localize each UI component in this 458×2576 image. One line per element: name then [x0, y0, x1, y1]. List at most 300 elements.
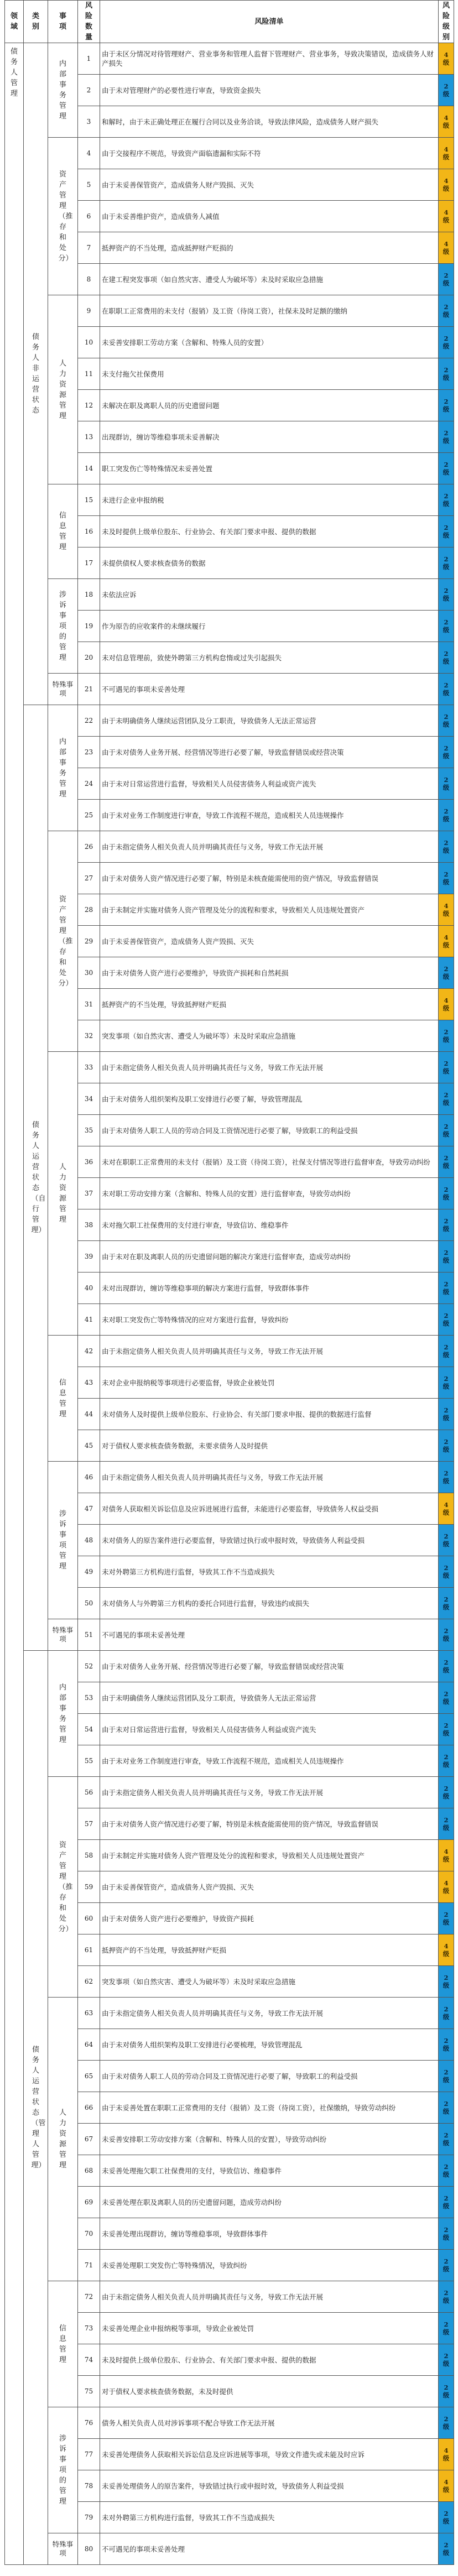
- risk-level-badge: [439, 1808, 454, 1840]
- category-cell: [24, 43, 48, 705]
- risk-level-text: 4级: [443, 2478, 450, 2494]
- risk-level-text: 2级: [443, 2131, 450, 2147]
- item-label: 信息管理: [59, 1378, 66, 1419]
- risk-level-badge: [439, 327, 454, 358]
- risk-level-badge: [439, 106, 454, 138]
- risk-level-badge: [439, 1367, 454, 1399]
- risk-number: 72: [78, 2281, 100, 2313]
- risk-level-text: 4级: [443, 901, 450, 917]
- risk-sheet: [4, 0, 454, 2565]
- risk-level-badge: [439, 2250, 454, 2281]
- risk-level-badge: [439, 2029, 454, 2061]
- risk-list-table: [4, 0, 454, 2565]
- risk-number: 55: [78, 1745, 100, 1777]
- risk-level-badge: [439, 800, 454, 831]
- risk-description: 未妥善安排职工劳动方案（含解和、特殊人员的安置）: [100, 327, 439, 358]
- risk-number: 11: [78, 358, 100, 390]
- risk-description: 由于未对债务人资产进行必要维护，导致资产损耗: [100, 1903, 439, 1934]
- risk-description: 由于未区分情况对待管理财产、营业事务和管理人监督下管理财产、营业事务，导致决策错误，造成债务人财产损失: [100, 43, 439, 75]
- table-row: [5, 1619, 454, 1651]
- risk-number: 53: [78, 1682, 100, 1714]
- risk-level-text: 2级: [443, 1910, 450, 1926]
- risk-level-badge: [439, 2470, 454, 2502]
- risk-number: 36: [78, 1146, 100, 1178]
- header-row: [5, 1, 454, 43]
- risk-description: 由于交接程序不规范，导致资产面临遗漏和实际不符: [100, 138, 439, 169]
- risk-level-text: 2级: [443, 1028, 450, 1044]
- risk-number: 40: [78, 1273, 100, 1304]
- risk-description: 由于未对债务人职工人员的劳动合同及工资情况进行必要了解，导致职工的利益受损: [100, 1115, 439, 1146]
- risk-level-text: 2级: [443, 523, 450, 539]
- risk-level-text: 2级: [443, 2036, 450, 2052]
- risk-level-badge: [439, 611, 454, 642]
- risk-number: 1: [78, 43, 100, 75]
- risk-description: 未支付拖欠社保费用: [100, 358, 439, 390]
- risk-number: 19: [78, 611, 100, 642]
- risk-number: 71: [78, 2250, 100, 2281]
- table-row: [5, 1462, 454, 1493]
- risk-level-text: 2级: [443, 1626, 450, 1642]
- risk-level-text: 2级: [443, 744, 450, 760]
- item-label: 信息管理: [59, 512, 66, 551]
- risk-number: 62: [78, 1966, 100, 1998]
- risk-description: 由于未指定债务人相关负责人员并明确其责任与义务，导致工作无法开展: [100, 1052, 439, 1083]
- risk-number: 35: [78, 1115, 100, 1146]
- risk-number: 20: [78, 642, 100, 674]
- risk-level-badge: [439, 2092, 454, 2124]
- risk-level-badge: [439, 1934, 454, 1966]
- item-cell: [48, 1336, 78, 1462]
- risk-description: 未对信息管理前，致使外聘第三方机构怠惰或过失引起损失: [100, 642, 439, 674]
- header-risk-list: 风险清单: [100, 1, 439, 43]
- item-label: 资产管理（推存和处分）: [58, 170, 73, 263]
- risk-description: 未对职工突发伤亡等特殊情况的应对方案进行监督，导致纠纷: [100, 1304, 439, 1336]
- risk-description: 由于未对债务人资产进行必要维护，导致资产损耗和自然耗损: [100, 957, 439, 989]
- risk-level-badge: [439, 831, 454, 863]
- risk-level-badge: [439, 358, 454, 390]
- risk-number: 73: [78, 2313, 100, 2344]
- risk-level-text: 4级: [443, 996, 450, 1012]
- risk-level-text: 2级: [443, 618, 450, 634]
- risk-description: 由于未对债务人资产情况进行必要了解，特别是未核查能需使用的资产情况，导致监督错误: [100, 1808, 439, 1840]
- item-cell: [48, 484, 78, 579]
- item-cell: [48, 295, 78, 484]
- item-label: 人力资源管理: [59, 2109, 66, 2170]
- risk-level-badge: [439, 768, 454, 800]
- risk-number: 21: [78, 674, 100, 705]
- risk-description: 由于未对在职及离职人员的历史遗留问题的解决方案进行监督审查，造成劳动纠纷: [100, 1241, 439, 1273]
- risk-description: 突发事项（如自然灾害、遭受人为破坏等）未及时采取应急措施: [100, 1020, 439, 1052]
- risk-level-text: 2级: [443, 1122, 450, 1138]
- risk-level-text: 2级: [443, 2162, 450, 2178]
- item-cell: [48, 1462, 78, 1619]
- risk-number: 43: [78, 1367, 100, 1399]
- risk-level-text: 2级: [443, 366, 450, 382]
- item-label: 涉诉事项的管理: [59, 590, 66, 662]
- table-row: [5, 484, 454, 516]
- table-row: [5, 295, 454, 327]
- risk-level-text: 2级: [443, 2257, 450, 2273]
- risk-number: 58: [78, 1840, 100, 1871]
- risk-table-body: [5, 43, 454, 2565]
- risk-level-text: 2级: [443, 492, 450, 508]
- risk-description: 由于未对债务人资产情况进行必要了解，特别是未核查能需使用的资产情况，导致监督错误: [100, 863, 439, 894]
- risk-level-badge: [439, 737, 454, 768]
- risk-description: 出现群访，缠访等维稳事项未妥善解决: [100, 421, 439, 453]
- risk-description: 由于未妥善保管资产，造成债务人财产毁损、灭失: [100, 169, 439, 201]
- risk-number: 8: [78, 264, 100, 295]
- risk-number: 76: [78, 2407, 100, 2439]
- risk-level-text: 4级: [443, 113, 450, 129]
- risk-level-text: 2级: [443, 1374, 450, 1390]
- risk-number: 25: [78, 800, 100, 831]
- risk-description: 由于未指定债务人相关负责人员并明确其责任与义务，导致工作无法开展: [100, 831, 439, 863]
- risk-level-text: 2级: [443, 2320, 450, 2336]
- risk-description: 由于未对债务人业务开展、经营情况等进行必要了解，导致监督错误或经营决策: [100, 1651, 439, 1682]
- item-label: 资产管理（推存和处分）: [58, 1840, 73, 1933]
- risk-level-badge: [439, 642, 454, 674]
- risk-number: 48: [78, 1525, 100, 1556]
- risk-description: 由于未指定债务人相关负责人员并明确其责任与义务，导致工作无法开展: [100, 1336, 439, 1367]
- risk-number: 5: [78, 169, 100, 201]
- risk-level-text: 2级: [443, 2509, 450, 2525]
- risk-level-badge: [439, 1273, 454, 1304]
- risk-level-text: 2级: [443, 775, 450, 791]
- risk-number: 41: [78, 1304, 100, 1336]
- risk-level-text: 4级: [443, 2446, 450, 2462]
- table-row: [5, 2533, 454, 2565]
- risk-description: 未及时提供上级单位股东、行业协会、有关部门要求申报、提供的数据: [100, 516, 439, 547]
- risk-level-text: 2级: [443, 2288, 450, 2304]
- risk-number: 14: [78, 453, 100, 484]
- risk-level-badge: [439, 1525, 454, 1556]
- risk-description: 未对在职职工正常费用的未支付（报销）及工资（待岗工资），社保支付情况等进行监督审查，导致劳动纠纷: [100, 1146, 439, 1178]
- category-cell: [24, 1651, 48, 2565]
- risk-level-text: 4级: [443, 145, 450, 161]
- risk-number: 29: [78, 926, 100, 957]
- risk-number: 28: [78, 894, 100, 926]
- risk-description: 由于未妥善处置在职职工正常费用的支付（报销）及工资（待岗工资），社保缴纳，导致劳动纠纷: [100, 2092, 439, 2124]
- risk-level-badge: [439, 579, 454, 611]
- risk-number: 6: [78, 201, 100, 232]
- risk-level-text: 2级: [443, 1816, 450, 1832]
- item-cell: [48, 1651, 78, 1777]
- risk-description: 由于未妥善保管资产，造成债务人资产毁损、灭失: [100, 926, 439, 957]
- risk-description: 在职职工正常费用的未支付（报销）及工资（待岗工资），社保未及时足额的缴纳: [100, 295, 439, 327]
- risk-level-text: 2级: [443, 2541, 450, 2557]
- risk-level-text: 2级: [443, 1973, 450, 1989]
- risk-level-badge: [439, 390, 454, 421]
- risk-level-badge: [439, 1903, 454, 1934]
- risk-number: 52: [78, 1651, 100, 1682]
- risk-level-text: 2级: [443, 1185, 450, 1201]
- risk-description: 未妥善处理债务人获取相关诉讼信息及应诉进展等事项，导致文件遗失或未能及时应诉: [100, 2439, 439, 2470]
- risk-number: 24: [78, 768, 100, 800]
- risk-level-text: 2级: [443, 2099, 450, 2115]
- item-cell: [48, 2407, 78, 2533]
- risk-level-text: 2级: [443, 1658, 450, 1674]
- risk-description: 和解时，由于未正确处理正在履行合同以及业务洽谈，导致法律风险，造成债务人财产损失: [100, 106, 439, 138]
- risk-number: 50: [78, 1588, 100, 1619]
- risk-number: 10: [78, 327, 100, 358]
- risk-description: 抵押资产的不当处理，导致抵押财产贬损: [100, 1934, 439, 1966]
- risk-level-text: 2级: [443, 1091, 450, 1107]
- risk-level-badge: [439, 138, 454, 169]
- risk-level-text: 4级: [443, 1942, 450, 1958]
- risk-number: 46: [78, 1462, 100, 1493]
- risk-description: 未妥善处理债务人的原告案件，导致错过执行或申报时效，导致债务人利益受损: [100, 2470, 439, 2502]
- risk-level-text: 4级: [443, 208, 450, 224]
- risk-level-badge: [439, 2187, 454, 2218]
- risk-level-text: 4级: [443, 1847, 450, 1863]
- risk-description: 抵押资产的不当处理，导致抵押财产贬损: [100, 989, 439, 1020]
- risk-number: 26: [78, 831, 100, 863]
- risk-description: 由于未指定债务人相关负责人员并明确其责任与义务，导致工作无法开展: [100, 1462, 439, 1493]
- item-label: 涉诉事项的管理: [59, 2434, 66, 2506]
- risk-description: 对债务人获取相关诉讼信息及应诉进展进行监督，未能进行必要监督，导致债务人权益受损: [100, 1493, 439, 1525]
- risk-level-text: 2级: [443, 649, 450, 665]
- risk-level-text: 2级: [443, 1217, 450, 1233]
- risk-description: 在建工程突发事项（如自然灾害、遭受人为破坏等）未及时采取应急措施: [100, 264, 439, 295]
- risk-level-badge: [439, 2376, 454, 2407]
- risk-number: 37: [78, 1178, 100, 1209]
- risk-level-badge: [439, 43, 454, 75]
- table-row: [5, 2407, 454, 2439]
- risk-number: 18: [78, 579, 100, 611]
- risk-description: 未对外聘第三方机构进行监督，导致其工作不当造成损失: [100, 2502, 439, 2533]
- risk-level-text: 2级: [443, 586, 450, 602]
- risk-number: 79: [78, 2502, 100, 2533]
- risk-level-badge: [439, 1745, 454, 1777]
- risk-level-badge: [439, 1336, 454, 1367]
- table-row: [5, 1052, 454, 1083]
- risk-description: 作为原告的应收案件的未继续履行: [100, 611, 439, 642]
- risk-level-badge: [439, 484, 454, 516]
- risk-number: 31: [78, 989, 100, 1020]
- risk-number: 3: [78, 106, 100, 138]
- risk-description: 由于未制定并实施对债务人资产管理及处分的流程和要求，导致相关人员违规处置资产: [100, 894, 439, 926]
- risk-description: 职工突发伤亡等特殊情况未妥善处置: [100, 453, 439, 484]
- risk-level-badge: [439, 674, 454, 705]
- risk-level-badge: [439, 1998, 454, 2029]
- risk-number: 59: [78, 1871, 100, 1903]
- risk-number: 64: [78, 2029, 100, 2061]
- table-row: [5, 138, 454, 169]
- item-label: 内部事务管理: [59, 1683, 66, 1744]
- risk-level-text: 2级: [443, 1280, 450, 1296]
- risk-level-badge: [439, 516, 454, 547]
- risk-number: 27: [78, 863, 100, 894]
- risk-level-text: 2级: [443, 1784, 450, 1800]
- risk-number: 30: [78, 957, 100, 989]
- risk-description: 由于未明确债务人继续运营团队及分工职责，导致债务人无法正常运营: [100, 705, 439, 737]
- table-row: [5, 1336, 454, 1367]
- risk-level-text: 2级: [443, 1406, 450, 1422]
- risk-level-badge: [439, 2155, 454, 2187]
- risk-description: 由于未对债务人职工人员的劳动合同及工资情况进行必要了解，导致职工的利益受损: [100, 2061, 439, 2092]
- risk-level-badge: [439, 169, 454, 201]
- risk-level-badge: [439, 2502, 454, 2533]
- risk-level-badge: [439, 295, 454, 327]
- item-cell: [48, 2533, 78, 2565]
- risk-description: 未对债务人的原告案件进行必要监督，导致错过执行或申报时效，导致债务人利益受损: [100, 1525, 439, 1556]
- risk-level-badge: [439, 989, 454, 1020]
- item-cell: [48, 579, 78, 674]
- item-cell: [48, 831, 78, 1052]
- item-label: 内部事务管理: [59, 737, 66, 799]
- category-label: 债务人运营状态（管理人管理）: [31, 2046, 46, 2170]
- risk-number: 42: [78, 1336, 100, 1367]
- risk-number: 47: [78, 1493, 100, 1525]
- risk-level-badge: [439, 1588, 454, 1619]
- risk-level-badge: [439, 1020, 454, 1052]
- risk-level-text: 2级: [443, 1532, 450, 1548]
- risk-level-text: 2级: [443, 964, 450, 981]
- risk-level-text: 2级: [443, 2194, 450, 2210]
- risk-description: 由于未对日常运营进行监督，导致相关人员侵害债务人利益或资产流失: [100, 768, 439, 800]
- risk-description: 由于未妥善维护资产，造成债务人减值: [100, 201, 439, 232]
- risk-level-badge: [439, 1493, 454, 1525]
- risk-number: 68: [78, 2155, 100, 2187]
- risk-number: 33: [78, 1052, 100, 1083]
- risk-description: 未对债务人与外聘第三方机构的委托合同进行监督，导致违约或损失: [100, 1588, 439, 1619]
- risk-number: 75: [78, 2376, 100, 2407]
- risk-level-badge: [439, 1052, 454, 1083]
- risk-level-text: 2级: [443, 1753, 450, 1769]
- risk-level-text: 2级: [443, 712, 450, 728]
- risk-level-badge: [439, 2344, 454, 2376]
- item-cell: [48, 674, 78, 705]
- risk-level-badge: [439, 1146, 454, 1178]
- risk-level-text: 4级: [443, 176, 450, 192]
- risk-number: 4: [78, 138, 100, 169]
- category-label: 债务人非运营状态: [32, 333, 39, 415]
- risk-level-text: 2级: [443, 2383, 450, 2399]
- risk-level-badge: [439, 1178, 454, 1209]
- risk-level-text: 2级: [443, 2351, 450, 2368]
- risk-level-badge: [439, 1840, 454, 1871]
- risk-description: 由于未对管理财产的必要性进行审查，导致资金损失: [100, 75, 439, 106]
- risk-level-text: 2级: [443, 1595, 450, 1611]
- item-cell: [48, 1998, 78, 2281]
- risk-level-badge: [439, 2061, 454, 2092]
- risk-number: 60: [78, 1903, 100, 1934]
- risk-level-text: 2级: [443, 2415, 450, 2431]
- risk-number: 51: [78, 1619, 100, 1651]
- risk-level-text: 2级: [443, 555, 450, 571]
- risk-description: 不可遇见的事项未妥善处理: [100, 1619, 439, 1651]
- risk-level-badge: [439, 1619, 454, 1651]
- item-cell: [48, 1777, 78, 1998]
- risk-level-badge: [439, 1556, 454, 1588]
- risk-level-badge: [439, 232, 454, 264]
- risk-level-badge: [439, 2407, 454, 2439]
- risk-description: 未及时提供上级单位股东、行业协会、有关部门要求申报、提供的数据: [100, 2344, 439, 2376]
- risk-description: 由于未对日常运营进行监督，导致相关人员侵害债务人利益或资产流失: [100, 1714, 439, 1745]
- risk-description: 未提供债权人要求核查债务的数据: [100, 547, 439, 579]
- risk-level-text: 2级: [443, 1469, 450, 1485]
- risk-number: 34: [78, 1083, 100, 1115]
- risk-description: 对于债权人要求核查债务数据，未要求债务人及时提供: [100, 1430, 439, 1462]
- risk-level-badge: [439, 2439, 454, 2470]
- risk-number: 16: [78, 516, 100, 547]
- risk-level-badge: [439, 1651, 454, 1682]
- risk-level-text: 4级: [443, 933, 450, 949]
- risk-level-text: 2级: [443, 1689, 450, 1706]
- item-label: 信息管理: [59, 2324, 66, 2364]
- risk-description: 对于债权人要求核查债务数据，未及时提供: [100, 2376, 439, 2407]
- risk-number: 44: [78, 1399, 100, 1430]
- risk-level-badge: [439, 1430, 454, 1462]
- risk-number: 38: [78, 1209, 100, 1241]
- risk-number: 65: [78, 2061, 100, 2092]
- risk-description: 由于未制定并实施对债务人资产管理及处分的流程和要求，导致相关人员违规处置资产: [100, 1840, 439, 1871]
- risk-number: 61: [78, 1934, 100, 1966]
- risk-level-badge: [439, 1462, 454, 1493]
- risk-description: 由于未对债务人业务开展、经营情况等进行必要了解，导致监督错误或经营决策: [100, 737, 439, 768]
- risk-level-text: 2级: [443, 1343, 450, 1359]
- risk-level-text: 2级: [443, 1059, 450, 1075]
- risk-level-badge: [439, 2281, 454, 2313]
- header-domain: 领域: [5, 1, 24, 43]
- risk-description: 抵押资产的不当处理，造成抵押财产贬损的: [100, 232, 439, 264]
- risk-description: 未对债务人及时提供上级单位股东、行业协会、有关部门要求申报、提供的数据进行监督: [100, 1399, 439, 1430]
- risk-number: 57: [78, 1808, 100, 1840]
- risk-description: 由于未对债务人组织架构及职工安排进行必要了解，导致管理混乱: [100, 1083, 439, 1115]
- risk-level-badge: [439, 453, 454, 484]
- item-cell: [48, 2281, 78, 2407]
- risk-level-text: 2级: [443, 1311, 450, 1327]
- risk-description: 债务人相关负责人员对涉诉事项不配合导致工作无法开展: [100, 2407, 439, 2439]
- risk-level-badge: [439, 264, 454, 295]
- risk-level-badge: [439, 2313, 454, 2344]
- risk-description: 未妥善处理职工突发伤亡等特殊情况，导致纠纷: [100, 2250, 439, 2281]
- risk-description: 未妥善处理出现群访，缠访等维稳事项，导致群体事件: [100, 2218, 439, 2250]
- risk-number: 54: [78, 1714, 100, 1745]
- header-item: 事项: [48, 1, 78, 43]
- risk-level-badge: [439, 2124, 454, 2155]
- risk-number: 23: [78, 737, 100, 768]
- risk-description: 由于未指定债务人相关负责人员并明确其责任与义务，导致工作无法开展: [100, 1998, 439, 2029]
- risk-level-badge: [439, 1115, 454, 1146]
- risk-level-badge: [439, 201, 454, 232]
- table-row: [5, 831, 454, 863]
- risk-level-text: 2级: [443, 1154, 450, 1170]
- risk-number: 49: [78, 1556, 100, 1588]
- risk-level-text: 2级: [443, 838, 450, 854]
- risk-level-text: 2级: [443, 397, 450, 413]
- risk-level-badge: [439, 957, 454, 989]
- risk-level-text: 4级: [443, 1500, 450, 1516]
- risk-level-badge: [439, 1399, 454, 1430]
- risk-level-text: 2级: [443, 681, 450, 697]
- risk-level-text: 4级: [443, 1879, 450, 1895]
- risk-number: 45: [78, 1430, 100, 1462]
- risk-level-text: 2级: [443, 807, 450, 823]
- domain-cell: [5, 43, 24, 2565]
- risk-number: 67: [78, 2124, 100, 2155]
- risk-number: 9: [78, 295, 100, 327]
- risk-level-badge: [439, 926, 454, 957]
- risk-number: 78: [78, 2470, 100, 2502]
- table-row: [5, 1998, 454, 2029]
- risk-level-text: 2级: [443, 429, 450, 445]
- risk-level-badge: [439, 75, 454, 106]
- risk-number: 77: [78, 2439, 100, 2470]
- risk-description: 未进行企业申报纳税: [100, 484, 439, 516]
- risk-description: 未对出现群访，缠访等维稳事项的解决方案进行监督，导致群体事件: [100, 1273, 439, 1304]
- risk-level-text: 2级: [443, 460, 450, 476]
